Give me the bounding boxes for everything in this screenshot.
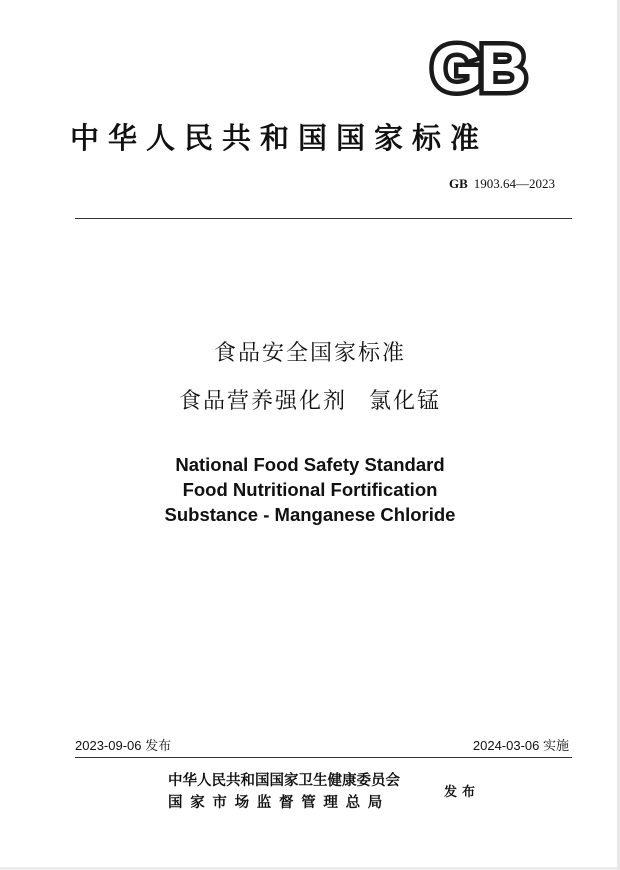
title-en-line1: National Food Safety Standard (175, 454, 445, 475)
title-cn-line1: 食品安全国家标准 (213, 341, 406, 366)
gb-logo-text: GB (431, 34, 524, 100)
bottom-divider (75, 757, 572, 758)
standard-number (449, 176, 555, 192)
national-standard-heading: 中华人民共和国国家标准 (70, 121, 489, 155)
title-cn-line2-part1: 食品营养强化剂 (178, 389, 347, 414)
title-cn-line2-part2: 氯化锰 (369, 389, 442, 414)
issuer-2: 国家市场监督管理总局 (168, 794, 390, 811)
issuer-1: 中华人民共和国国家卫生健康委员会 (168, 772, 400, 789)
title-en-line2: Food Nutritional Fortification (182, 479, 438, 500)
standard-code: GB (448, 176, 468, 191)
title-en-line3: Substance - Manganese Chloride (164, 504, 456, 525)
issue-date: 2023-09-06 发布 (75, 738, 172, 753)
title-cn-line2 (0, 384, 620, 415)
title-en (0, 452, 620, 527)
publish-label: 发布 (444, 785, 481, 800)
implementation-date: 2024-03-06 实施 (472, 738, 569, 753)
issuers-block (168, 770, 400, 814)
top-divider (75, 218, 572, 219)
gb-logo (415, 34, 540, 100)
standard-number-value: 1903.64—2023 (473, 176, 555, 191)
